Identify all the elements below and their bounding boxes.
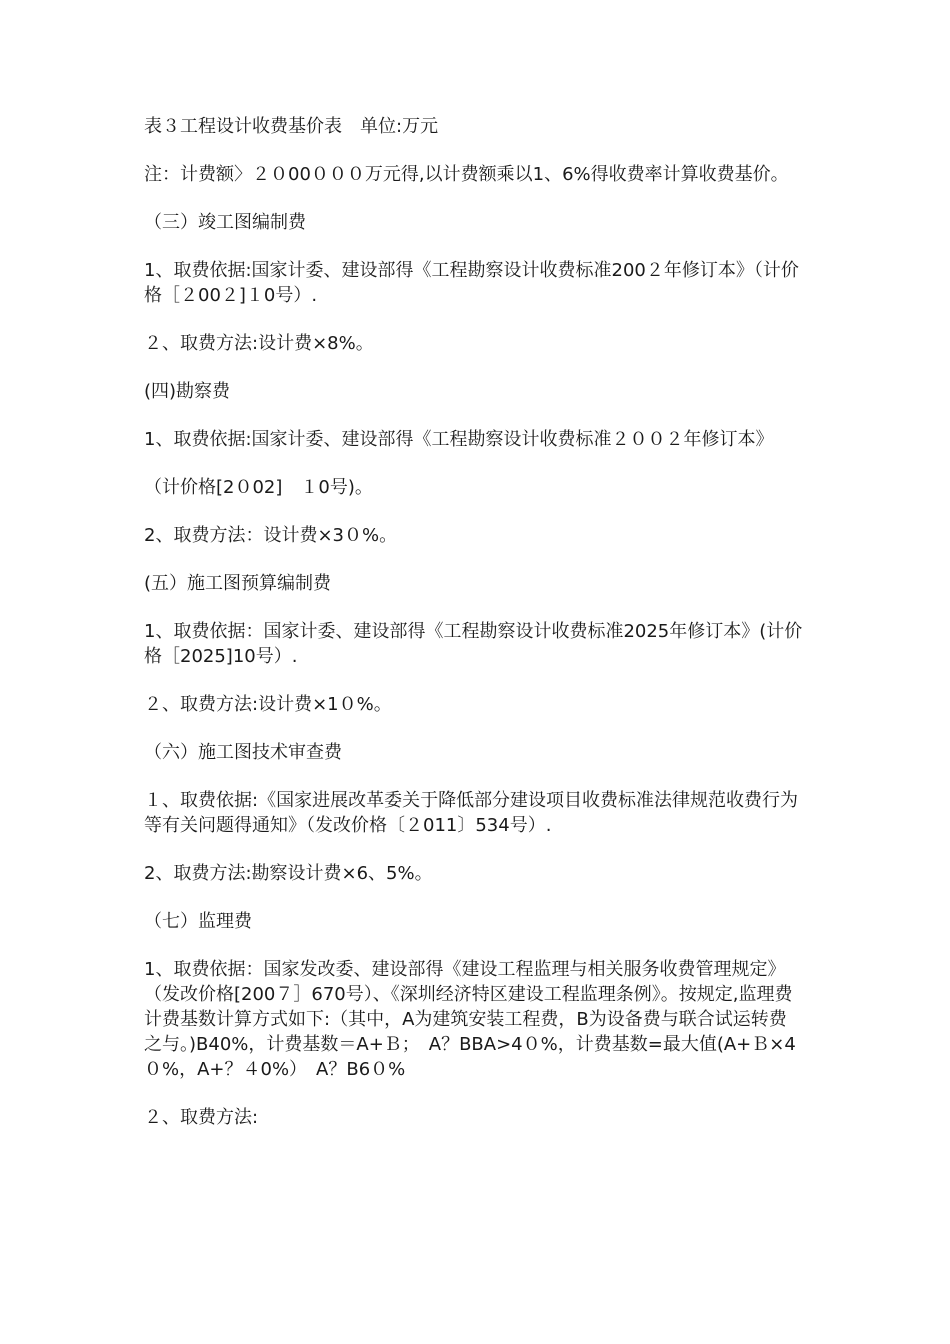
section-heading-5: (五）施工图预算编制费 [144, 573, 332, 594]
paragraph-3-method: ２、取费方法:设计费×8%。 [144, 333, 374, 354]
paragraph-4-basis: 1、取费依据:国家计委、建设部得《工程勘察设计收费标准２００２年修订本》 [144, 429, 774, 450]
section-heading-4: (四)勘察费 [144, 381, 231, 402]
section-heading-7: （七）监理费 [144, 911, 252, 932]
document-body [144, 114, 804, 1153]
paragraph-5-method: ２、取费方法:设计费×1０%。 [144, 694, 392, 715]
paragraph-4-method: 2、取费方法：设计费×3０%。 [144, 525, 398, 546]
note-paragraph: 注：计费额〉２０00０００万元得,以计费额乘以1、6%得收费率计算收费基价。 [144, 164, 789, 185]
paragraph-5-basis: 1、取费依据：国家计委、建设部得《工程勘察设计收费标准2025年修订本》(计价格［2025]10号）. [144, 621, 803, 667]
paragraph-3-basis: 1、取费依据:国家计委、建设部得《工程勘察设计收费标准200２年修订本》（计价格［２00２]１0号）. [144, 260, 799, 306]
section-heading-3: （三）竣工图编制费 [144, 212, 306, 233]
section-heading-6: （六）施工图技术审查费 [144, 742, 342, 763]
paragraph-7-method: ２、取费方法: [144, 1107, 259, 1128]
paragraph-4-basis-ref: （计价格[2０02] １0号)。 [144, 477, 373, 498]
paragraph-7-basis: 1、取费依据：国家发改委、建设部得《建设工程监理与相关服务收费管理规定》（发改价格[200７］670号）、《深圳经济特区建设工程监理条例》。按规定,监理费计费基数计算方式如下:（其中，A为建筑安装工程费，B为设备费与联合试运转费之与。)B40%，计费基数＝A+Ｂ； A？BBA>4０%，计费基数=最大值(A+Ｂ×4０%，A+？４0%） A？B6０% [144, 959, 796, 1080]
paragraph-6-method: 2、取费方法:勘察设计费×6、5%。 [144, 863, 433, 884]
paragraph-6-basis: １、取费依据:《国家进展改革委关于降低部分建设项目收费标准法律规范收费行为等有关问题得通知》（发改价格〔２011〕534号）. [144, 790, 799, 836]
table-caption: 表３工程设计收费基价表 单位:万元 [144, 116, 439, 137]
